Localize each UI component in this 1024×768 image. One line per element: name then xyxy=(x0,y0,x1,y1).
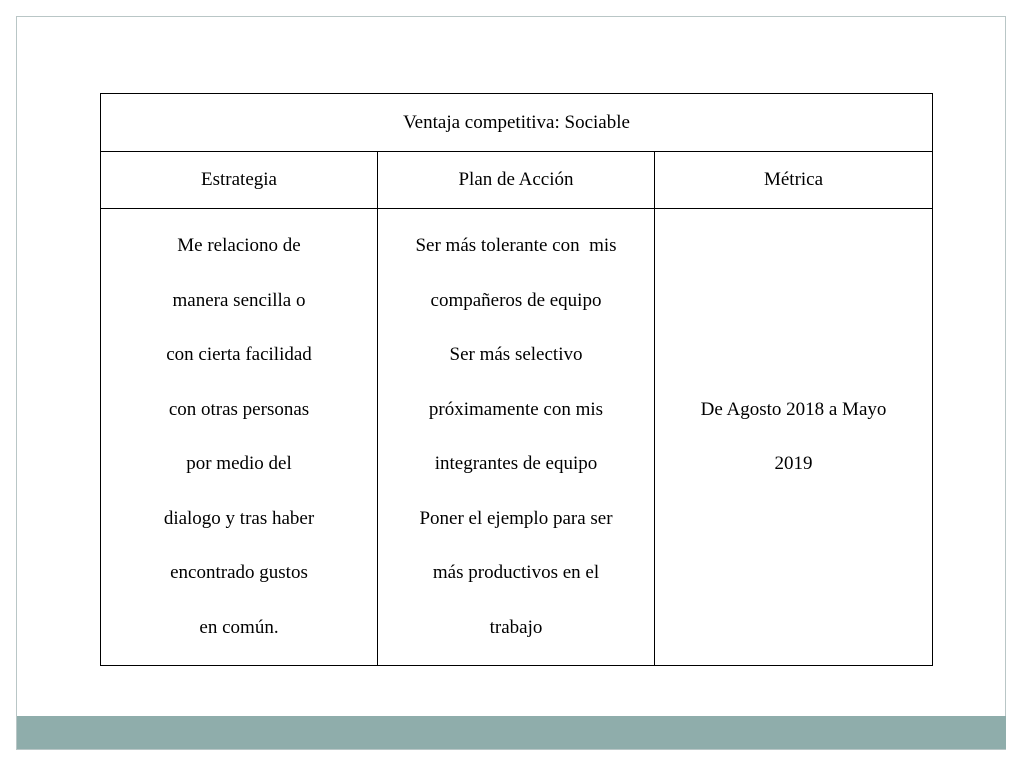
plan-line: trabajo xyxy=(489,616,543,638)
plan-line: próximamente con mis xyxy=(428,398,604,420)
estrategia-line: por medio del xyxy=(186,453,292,474)
estrategia-line: manera sencilla o xyxy=(172,289,306,311)
competitive-advantage-table xyxy=(100,93,933,666)
header-estrategia: Estrategia xyxy=(101,152,378,209)
header-plan-de-accion: Plan de Acción xyxy=(378,152,655,209)
table-row xyxy=(101,209,933,666)
metrica-line: De Agosto 2018 a Mayo xyxy=(700,398,887,420)
estrategia-line: dialogo y tras haber xyxy=(163,507,315,529)
table-title: Ventaja competitiva: Sociable xyxy=(101,94,933,152)
table-title-row xyxy=(101,94,933,152)
plan-line: más productivos en el xyxy=(432,562,600,583)
estrategia-line: Me relaciono de xyxy=(177,235,301,256)
estrategia-line: con cierta facilidad xyxy=(166,344,312,365)
metrica-cell xyxy=(655,209,933,666)
plan-line: Ser más tolerante con mis xyxy=(415,235,617,256)
plan-de-accion-cell xyxy=(378,209,655,666)
metrica-line: 2019 xyxy=(774,453,813,474)
estrategia-line: encontrado gustos xyxy=(170,562,308,583)
estrategia-line: con otras personas xyxy=(168,398,310,420)
plan-line: Poner el ejemplo para ser xyxy=(419,507,613,529)
plan-line: Ser más selectivo xyxy=(449,344,583,365)
footer-band xyxy=(17,716,1006,749)
estrategia-line: en común. xyxy=(199,616,279,638)
table-header-row xyxy=(101,152,933,209)
plan-line: integrantes de equipo xyxy=(434,453,598,474)
header-metrica: Métrica xyxy=(655,152,933,209)
plan-line: compañeros de equipo xyxy=(430,289,602,311)
estrategia-cell xyxy=(101,209,378,666)
